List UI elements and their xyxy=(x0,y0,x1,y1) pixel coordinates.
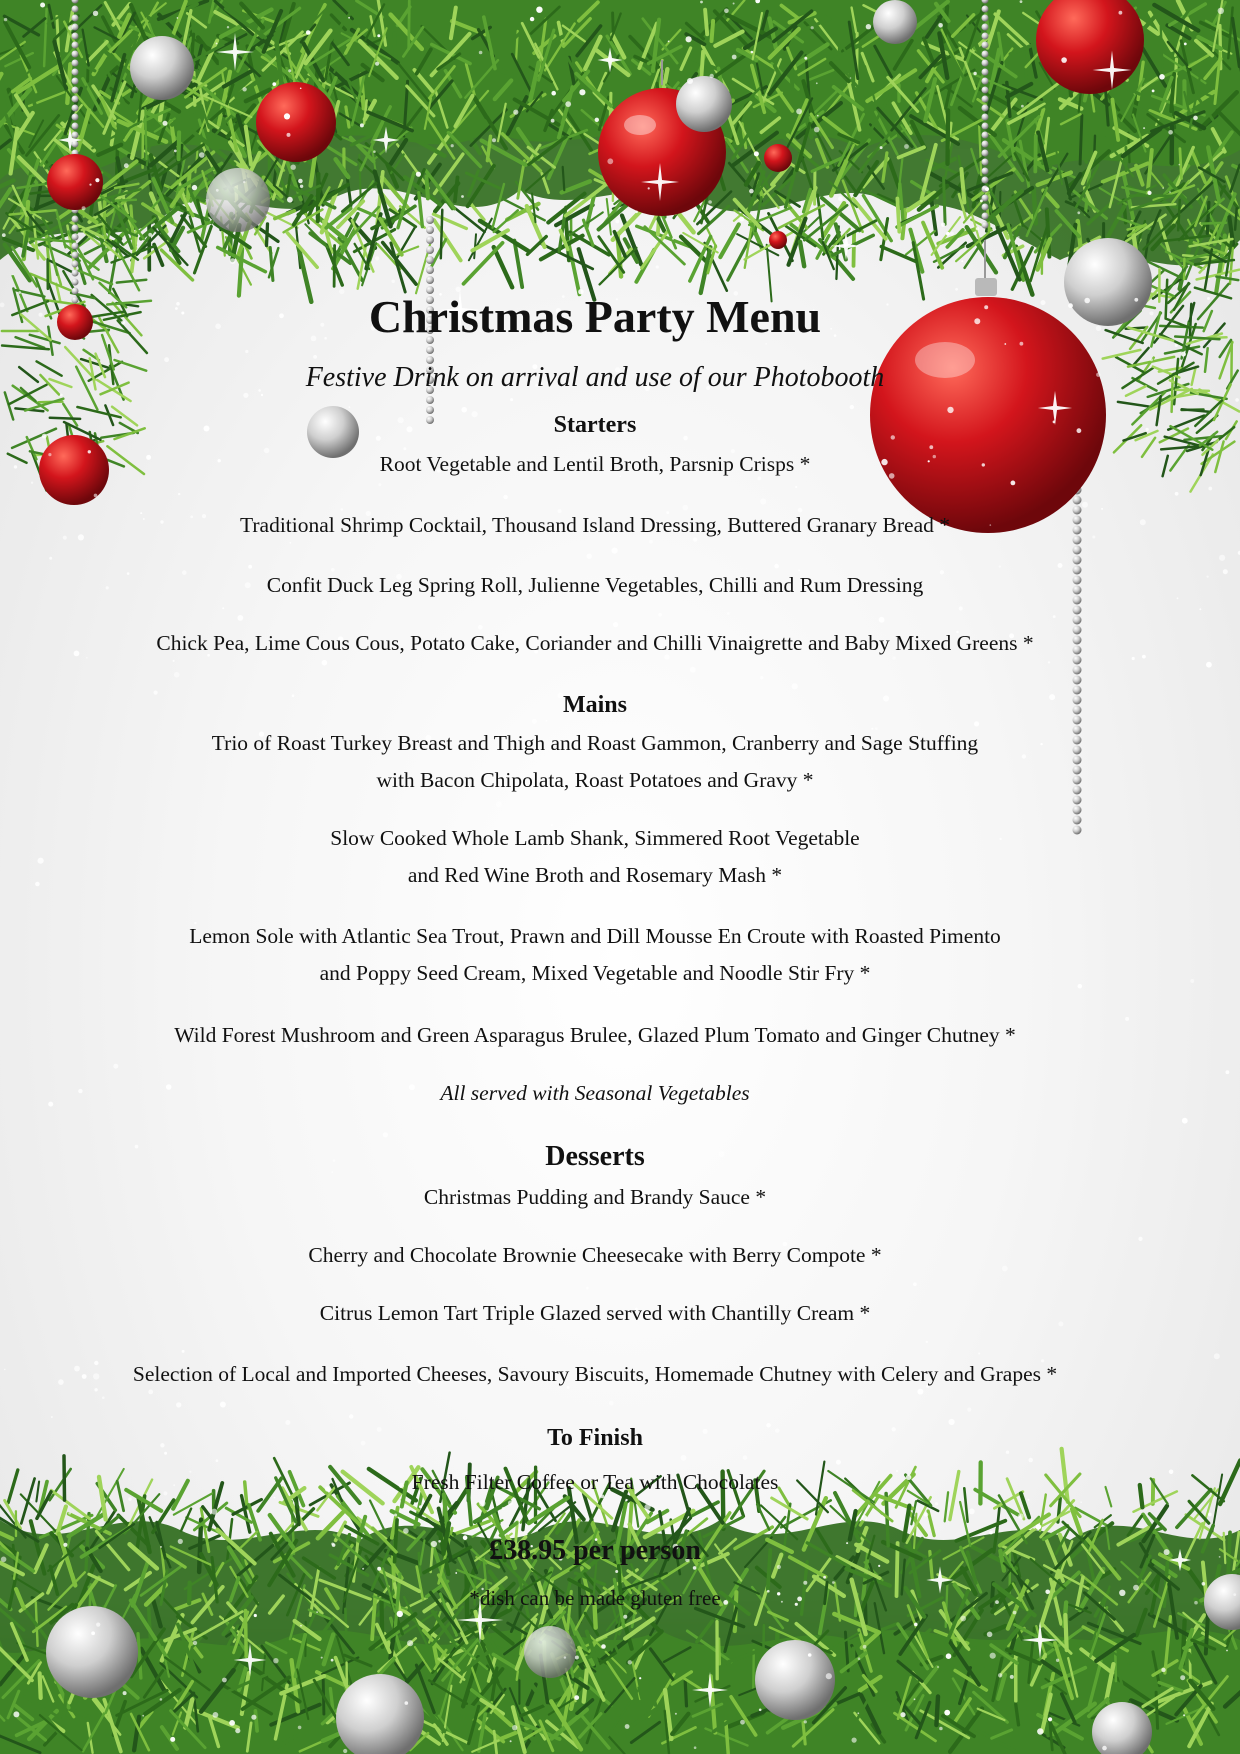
starter-item: Traditional Shrimp Cocktail, Thousand Island Dressing, Buttered Granary Bread * xyxy=(240,513,950,537)
finish-heading: To Finish xyxy=(547,1425,643,1451)
main-item-line: Lemon Sole with Atlantic Sea Trout, Prawn and Dill Mousse En Croute with Roasted Pimento xyxy=(189,924,1001,948)
main-item-line: and Red Wine Broth and Rosemary Mash * xyxy=(407,863,783,887)
mains-note: All served with Seasonal Vegetables xyxy=(440,1081,750,1105)
dessert-item: Citrus Lemon Tart Triple Glazed served with Chantilly Cream * xyxy=(319,1301,871,1325)
desserts-heading: Desserts xyxy=(545,1141,645,1172)
silver-bauble-top-left xyxy=(130,36,194,100)
dessert-item: Christmas Pudding and Brandy Sauce * xyxy=(423,1185,767,1209)
main-item-line: and Poppy Seed Cream, Mixed Vegetable and Noodle Stir Fry * xyxy=(319,961,871,985)
red-bauble-top-left-small xyxy=(256,82,336,162)
finish-item: Fresh Filter Coffee or Tea with Chocolates xyxy=(411,1470,779,1494)
silver-bauble-bottom-3 xyxy=(755,1640,835,1720)
mains-heading: Mains xyxy=(562,692,627,718)
main-item-line: with Bacon Chipolata, Roast Potatoes and Gravy * xyxy=(376,768,814,792)
menu-subtitle: Festive Drink on arrival and use of our Photobooth xyxy=(305,362,885,393)
silver-bauble-top-mid xyxy=(676,76,732,132)
dessert-item: Cherry and Chocolate Brownie Cheesecake with Berry Compote * xyxy=(308,1243,882,1267)
menu-title: Christmas Party Menu xyxy=(368,291,822,342)
silver-bauble-left-gray xyxy=(206,168,270,232)
silver-bauble-bottom-6 xyxy=(524,1626,576,1678)
starter-item: Confit Duck Leg Spring Roll, Julienne Vegetables, Chilli and Rum Dressing xyxy=(266,573,924,597)
silver-bauble-bottom-1 xyxy=(46,1606,138,1698)
starter-item: Chick Pea, Lime Cous Cous, Potato Cake, Coriander and Chilli Vinaigrette and Baby Mixed Greens * xyxy=(156,631,1034,655)
silver-bauble-top-right-2 xyxy=(873,0,917,44)
price: £38.95 per person xyxy=(489,1535,701,1566)
starter-item: Root Vegetable and Lentil Broth, Parsnip Crisps * xyxy=(379,452,811,476)
main-item-line: Slow Cooked Whole Lamb Shank, Simmered Root Vegetable xyxy=(330,826,860,850)
starters-heading: Starters xyxy=(553,412,637,438)
dessert-item: Selection of Local and Imported Cheeses, Savoury Biscuits, Homemade Chutney with Celery and Grapes * xyxy=(132,1362,1058,1386)
main-item-line: Trio of Roast Turkey Breast and Thigh and Roast Gammon, Cranberry and Sage Stuffing xyxy=(211,731,979,755)
red-bauble-left-1 xyxy=(47,154,103,210)
gluten-free-footnote: *dish can be made gluten free xyxy=(469,1586,721,1610)
main-item-line: Wild Forest Mushroom and Green Asparagus Brulee, Glazed Plum Tomato and Ginger Chutney * xyxy=(174,1023,1016,1047)
